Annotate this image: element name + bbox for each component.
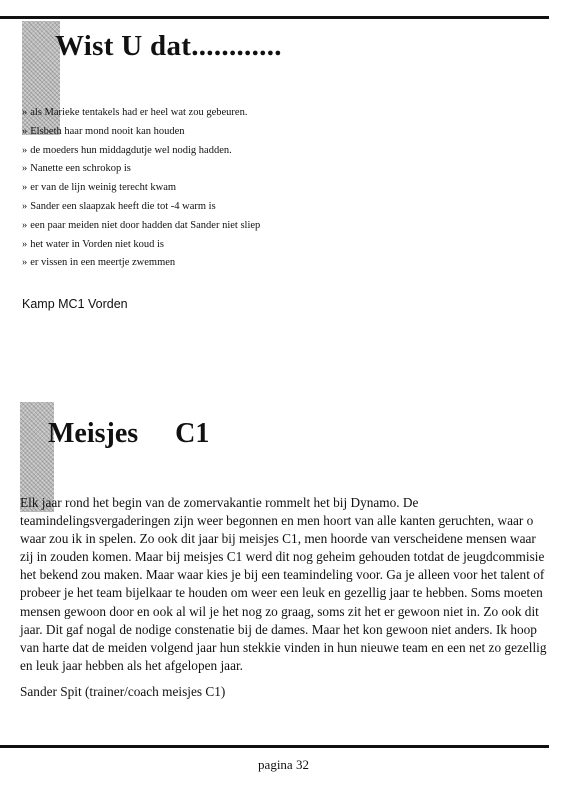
list-item: [22, 142, 260, 161]
list-item: [22, 160, 260, 179]
fact-text: het water in Vorden niet koud is: [30, 238, 165, 250]
list-item: [22, 254, 260, 273]
page-number: pagina 32: [258, 757, 309, 772]
fact-text: Sander een slaapzak heeft die tot -4 warm is: [30, 200, 216, 212]
fact-text: een paar meiden niet door hadden dat Sander niet sliep: [30, 219, 261, 231]
bullet-icon: »: [22, 238, 28, 250]
top-rule: [0, 16, 549, 19]
list-item: [22, 123, 260, 142]
bullet-icon: »: [22, 257, 28, 269]
fact-text: Nanette een schrokop is: [30, 163, 131, 175]
fact-list: [22, 104, 260, 273]
author-signature: Sander Spit (trainer/coach meisjes C1): [20, 684, 226, 699]
bullet-icon: »: [22, 163, 28, 175]
fact-text: Elsbeth haar mond nooit kan houden: [30, 125, 185, 137]
bullet-icon: »: [22, 125, 28, 137]
section-title-wist-u-dat: Wist U dat............: [55, 30, 282, 62]
bullet-icon: »: [22, 144, 28, 156]
article-paragraph: Elk jaar rond het begin van de zomervakantie rommelt het bij Dynamo. De teamindelingsvergaderingen zijn weer begonnen en men hoort van alle kanten geruchten, waar o waar zou ik in spelen. Zo ook dit jaar bij meisjes C1, men hoorde van verscheidene mensen waar zij in zouden komen. Maar bij meisjes C1 werd dit nog geheim gehouden totdat de jeugdcommisie het bekend zou maken. Maar waar kies je bij een teamindeling voor. Ga je alleen voor het talent of probeer je het team bijelkaar te houden om weer een leuk en gezellig jaar te hebben. Soms moeten mensen gewoon door en ook al wil je het nog zo graag, soms zit het er gewoon niet in. Zo ook dit jaar. Dit gaf nogal de nodige constenatie bij de dames. Maar het kon gewoon niet anders. Ik hoop van harte dat de meiden volgend jaar hun stekkie vinden in hun nieuwe team en een net zo gezellig en leuk jaar hebben als het afgelopen jaar.: [20, 495, 547, 673]
bullet-icon: »: [22, 200, 28, 212]
camp-caption: Kamp MC1 Vorden: [22, 297, 128, 311]
fact-text: de moeders hun middagdutje wel nodig hadden.: [30, 144, 232, 156]
list-item: [22, 217, 260, 236]
bullet-icon: »: [22, 107, 28, 118]
fact-text: er van de lijn weinig terecht kwam: [30, 182, 177, 194]
list-item: [22, 198, 260, 217]
bottom-rule: [0, 745, 549, 748]
list-item: [22, 104, 260, 123]
fact-text: er vissen in een meertje zwemmen: [30, 257, 176, 269]
section-title-meisjes-c1: Meisjes C1: [48, 418, 210, 449]
list-item: [22, 236, 260, 255]
fact-text: als Marieke tentakels had er heel wat zou gebeuren.: [30, 107, 248, 118]
bullet-icon: »: [22, 182, 28, 194]
list-item: [22, 179, 260, 198]
bullet-icon: »: [22, 219, 28, 231]
